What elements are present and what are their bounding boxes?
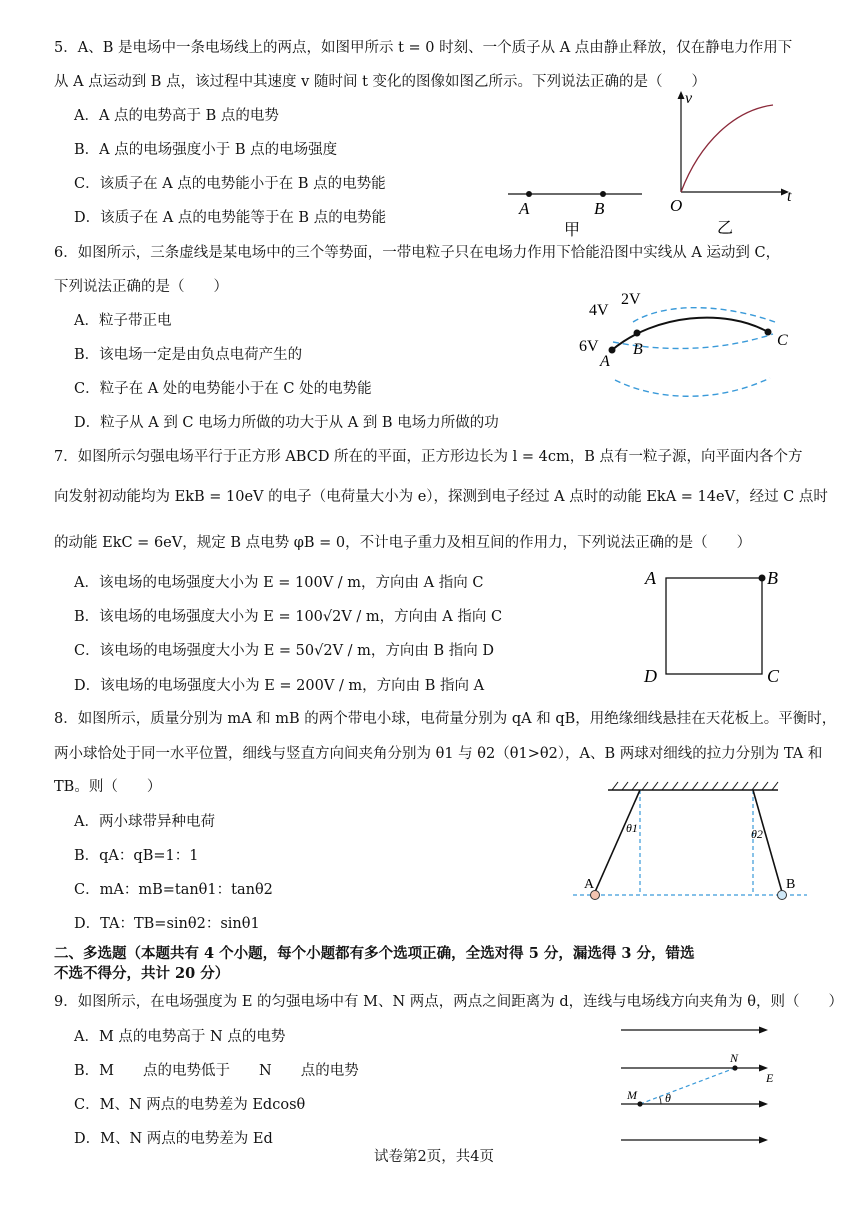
point-b-dot — [634, 330, 641, 337]
label-c: C — [767, 666, 780, 686]
q8-stem-line3: TB。则（ ） — [54, 779, 162, 795]
q5-figure-yi — [665, 88, 805, 243]
q7-option-a: A．该电场的电场强度大小为 E = 100V / m，方向由 A 指向 C — [74, 575, 484, 591]
q7-stem-line1: 7．如图所示匀强电场平行于正方形 ABCD 所在的平面，正方形边长为 l = 4cm，B 点有一粒子源，向平面内各个方 — [54, 449, 803, 465]
page-footer: 试卷第2页，共4页 — [374, 1149, 494, 1165]
q8-stem-line1: 8．如图所示，质量分别为 mA 和 mB 的两个带电小球，电荷量分别为 qA 和 qB，用绝缘细线悬挂在天花板上。平衡时， — [54, 711, 837, 727]
mn-segment — [640, 1068, 735, 1104]
q9-option-a: A．M 点的电势高于 N 点的电势 — [74, 1029, 286, 1045]
label-t: t — [787, 188, 792, 205]
label-jia: 甲 — [564, 222, 581, 239]
q5-stem-line1: 5．A、B 是电场中一条电场线上的两点，如图甲所示 t = 0 时刻、一个质子从 A 点由静止释放，仅在静电力作用下 — [54, 40, 793, 56]
label-b: B — [594, 199, 605, 218]
q7-option-b: B．该电场的电场强度大小为 E = 100√2V / m，方向由 A 指向 C — [74, 609, 503, 625]
label-theta2: θ2 — [751, 827, 763, 841]
label-e: E — [766, 1071, 774, 1085]
label-theta: θ — [665, 1091, 671, 1105]
equipotential-2v — [633, 308, 775, 322]
q8-option-a: A．两小球带异种电荷 — [74, 814, 215, 830]
label-d: D — [644, 666, 657, 686]
q6-option-a: A．粒子带正电 — [74, 313, 172, 329]
q7-option-d: D．该电场的电场强度大小为 E = 200V / m，方向由 B 指向 A — [74, 678, 485, 694]
q9-option-d: D．M、N 两点的电势差为 Ed — [74, 1131, 273, 1147]
equipotential-6v — [615, 378, 770, 396]
field-line-arrows — [759, 1027, 768, 1144]
label-4v: 4V — [589, 302, 609, 319]
q8-stem-line2: 两小球恰处于同一水平位置，细线与竖直方向间夹角分别为 θ1 与 θ2（θ1>θ2），A、B 两球对细线的拉力分别为 TA 和 — [54, 746, 823, 762]
q8-option-c: C．mA：mB=tanθ1：tanθ2 — [74, 882, 273, 898]
q9-option-c: C．M、N 两点的电势差为 Edcosθ — [74, 1097, 306, 1113]
q7-option-c: C．该电场的电场强度大小为 E = 50√2V / m，方向由 B 指向 D — [74, 643, 495, 659]
thread-a — [595, 790, 640, 892]
label-theta1: θ1 — [626, 821, 638, 835]
q6-option-d: D．粒子从 A 到 C 电场力所做的功大于从 A 到 B 电场力所做的功 — [74, 415, 499, 431]
section2-heading-line1: 二、多选题（本题共有 4 个小题，每个小题都有多个选项正确，全选对得 5 分，漏选得 3 分，错选 — [54, 945, 695, 962]
label-v: v — [685, 90, 693, 107]
point-c-dot — [765, 329, 772, 336]
label-b: B — [767, 568, 778, 588]
q8-option-d: D．TA：TB=sinθ2：sinθ1 — [74, 916, 260, 932]
q8-option-b: B．qA：qB=1：1 — [74, 848, 199, 864]
q8-figure — [570, 780, 810, 905]
q5-option-b: B．A 点的电场强度小于 B 点的电场强度 — [74, 142, 338, 158]
q5-option-a: A．A 点的电势高于 B 点的电势 — [74, 108, 279, 124]
label-m: M — [627, 1088, 637, 1102]
point-b-dot — [600, 191, 606, 197]
q7-stem-line3: 的动能 EkC = 6eV，规定 B 点电势 φB = 0，不计电子重力及相互间的作用力，下列说法正确的是（ ） — [54, 535, 752, 551]
label-a: A — [519, 199, 530, 218]
q9-option-b: B．M 点的电势低于 N 点的电势 — [74, 1063, 359, 1079]
label-origin: O — [670, 196, 683, 215]
thread-b — [753, 790, 782, 892]
label-b: B — [786, 877, 796, 892]
ceiling-hatch — [612, 782, 778, 790]
square-abcd — [666, 578, 762, 674]
label-n: N — [730, 1051, 739, 1065]
label-6v: 6V — [579, 338, 599, 355]
q5-option-c: C．该质子在 A 点的电势能小于在 B 点的电势能 — [74, 176, 386, 192]
q7-figure — [640, 562, 790, 692]
label-a: A — [584, 877, 595, 892]
q9-stem: 9．如图所示，在电场强度为 E 的匀强电场中有 M、N 两点，两点之间距离为 d，连线与电场线方向夹角为 θ，则（ ） — [54, 994, 844, 1010]
v-axis-arrow — [678, 91, 685, 99]
label-2v: 2V — [621, 291, 641, 308]
q5-stem-line2: 从 A 点运动到 B 点，该过程中其速度 v 随时间 t 变化的图像如图乙所示。下列说法正确的是（ ） — [54, 74, 707, 90]
theta-arc — [660, 1097, 661, 1104]
label-b: B — [633, 341, 643, 358]
particle-source-dot — [759, 575, 766, 582]
section2-heading-line2: 不选不得分，共计 20 分） — [54, 965, 230, 982]
point-m-dot — [637, 1101, 642, 1106]
q5-option-d: D．该质子在 A 点的电势能等于在 B 点的电势能 — [74, 210, 387, 226]
point-a-dot — [526, 191, 532, 197]
velocity-curve — [681, 105, 773, 192]
q7-stem-line2: 向发射初动能均为 EkB = 10eV 的电子（电荷量大小为 e），探测到电子经过 A 点时的动能 EkA = 14eV，经过 C 点时 — [54, 489, 828, 505]
label-a: A — [645, 568, 656, 588]
q6-stem-line2: 下列说法正确的是（ ） — [54, 279, 228, 295]
q6-stem-line1: 6．如图所示，三条虚线是某电场中的三个等势面，一带电粒子只在电场力作用下恰能沿图中实线从 A 运动到 C， — [54, 245, 781, 261]
label-c: C — [777, 332, 788, 349]
q6-option-c: C．粒子在 A 处的电势能小于在 C 处的电势能 — [74, 381, 372, 397]
label-yi: 乙 — [717, 220, 734, 237]
q6-figure — [575, 288, 800, 428]
field-lines — [621, 1030, 761, 1140]
q6-option-b: B．该电场一定是由负点电荷产生的 — [74, 347, 303, 363]
point-n-dot — [732, 1065, 737, 1070]
q5-figure-jia — [505, 180, 645, 240]
q9-figure — [615, 1018, 790, 1153]
label-a: A — [600, 353, 610, 370]
